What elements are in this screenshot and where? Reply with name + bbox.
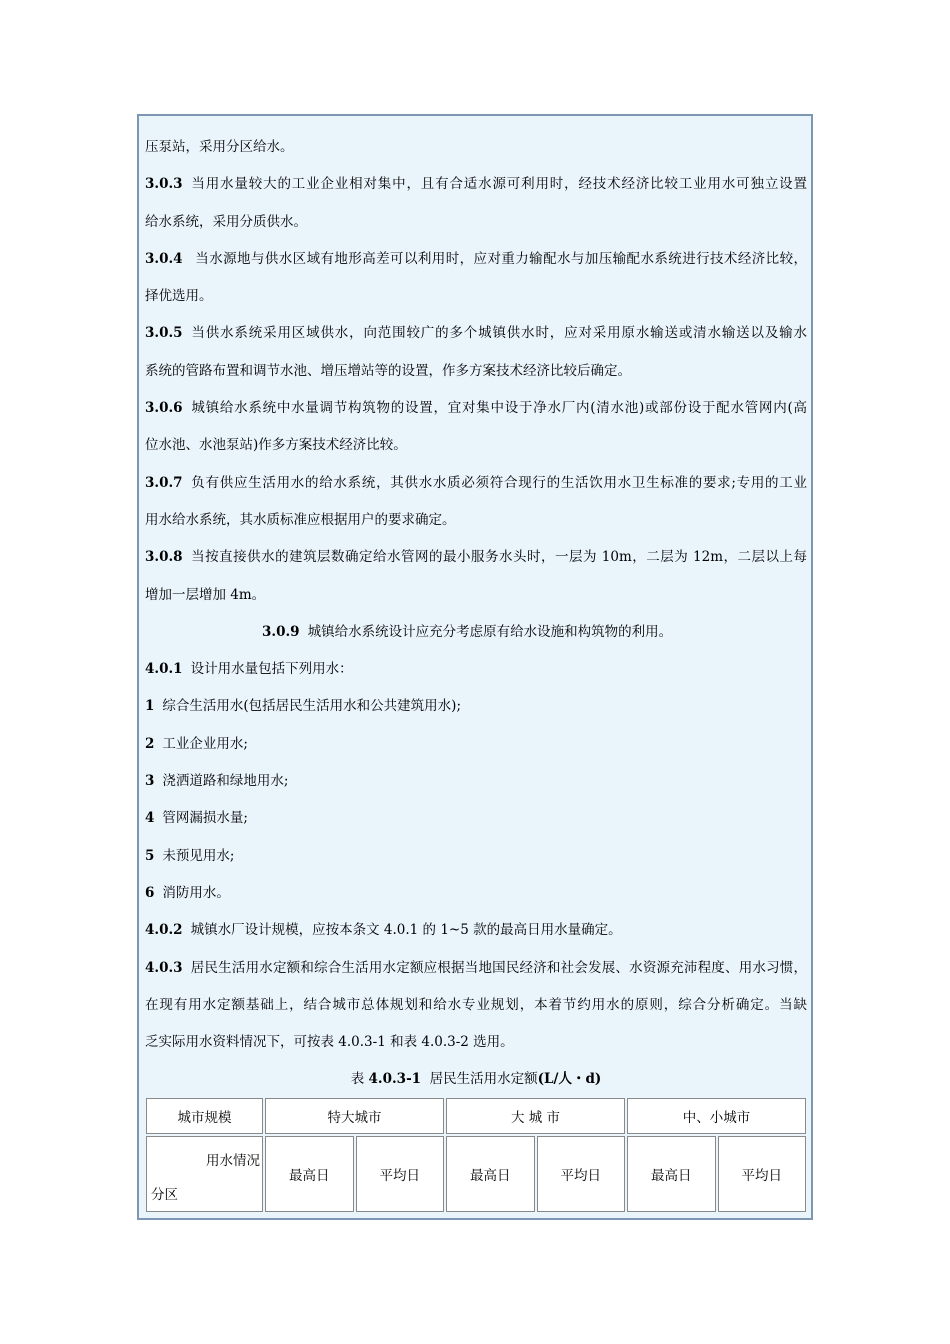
clause-number: 3.0.7 — [145, 474, 183, 491]
clause-text: 未预见用水; — [162, 847, 235, 864]
clause-text: 在现有用水定额基础上，结合城市总体规划和给水专业规划，本着节约用水的原则，综合分析确定。当缺 — [145, 996, 807, 1013]
paragraph-line — [145, 539, 807, 576]
paragraph-line — [145, 166, 807, 203]
group-header: 特大城市 — [265, 1098, 444, 1134]
clause-text: 给水系统，采用分质供水。 — [145, 213, 307, 230]
caption-unit: (L/人・d) — [537, 1071, 602, 1088]
clause-text: 居民生活用水定额和综合生活用水定额应根据当地国民经济和社会发展、水资源充沛程度、用水习惯， — [190, 959, 807, 976]
paragraph-line — [145, 688, 807, 725]
clause-text: 城镇给水系统设计应充分考虑原有给水设施和构筑物的利用。 — [307, 623, 673, 640]
clause-number: 4 — [145, 810, 155, 827]
paragraph-line — [145, 315, 807, 352]
diagonal-header-cell — [146, 1136, 263, 1212]
paragraph-line — [145, 241, 807, 278]
clause-text: 综合生活用水(包括居民生活用水和公共建筑用水); — [162, 698, 461, 715]
subheader-cell: 平均日 — [718, 1136, 807, 1212]
clause-text: 工业企业用水; — [162, 735, 248, 752]
caption-prefix: 表 — [350, 1071, 365, 1088]
group-header: 大 城 市 — [446, 1098, 625, 1134]
clause-number: 3 — [145, 773, 155, 790]
clause-text: 增加一层增加 4m。 — [145, 586, 266, 603]
diag-bottom-label: 分区 — [151, 1187, 178, 1203]
caption-code: 4.0.3-1 — [368, 1071, 422, 1088]
clause-text: 系统的管路布置和调节水池、增压增站等的设置，作多方案技术经济比较后确定。 — [145, 362, 631, 379]
clause-number: 3.0.8 — [145, 549, 183, 566]
diag-top-label: 用水情况 — [206, 1153, 260, 1169]
subheader-cell: 最高日 — [446, 1136, 535, 1212]
clause-text: 乏实际用水资料情况下，可按表 4.0.3-1 和表 4.0.3-2 选用。 — [145, 1034, 514, 1051]
table-subheader-row — [146, 1136, 806, 1212]
paragraph-line — [145, 1024, 807, 1061]
paragraph-line — [145, 614, 807, 651]
subheader-cell: 最高日 — [265, 1136, 354, 1212]
city-scale-header: 城市规模 — [146, 1098, 263, 1134]
paragraph-line — [145, 950, 807, 987]
paragraph-line — [145, 129, 807, 166]
table-header-row — [146, 1098, 806, 1134]
clause-text: 城镇水厂设计规模，应按本条文 4.0.1 的 1~5 款的最高日用水量确定。 — [190, 922, 622, 939]
caption-title: 居民生活用水定额 — [429, 1071, 538, 1088]
clause-number: 4.0.1 — [145, 661, 183, 678]
clause-number: 3.0.3 — [145, 176, 183, 193]
paragraph-line — [145, 278, 807, 315]
paragraph-line — [145, 912, 807, 949]
clause-number: 1 — [145, 698, 155, 715]
clause-number: 3.0.9 — [262, 623, 300, 640]
subheader-cell: 平均日 — [356, 1136, 445, 1212]
clause-text: 消防用水。 — [162, 884, 230, 901]
water-quota-table — [144, 1096, 808, 1214]
clause-number: 6 — [145, 884, 155, 901]
clause-number: 3.0.5 — [145, 325, 183, 342]
paragraph-line — [145, 800, 807, 837]
clause-text: 浇洒道路和绿地用水; — [162, 773, 289, 790]
clause-text: 当水源地与供水区域有地形高差可以利用时，应对重力输配水与加压输配水系统进行技术经济比较， — [190, 250, 807, 267]
paragraph-line — [145, 465, 807, 502]
clause-number: 4.0.3 — [145, 959, 183, 976]
clause-text: 压泵站，采用分区给水。 — [145, 139, 294, 155]
clause-text: 城镇给水系统中水量调节构筑物的设置，宜对集中设于净水厂内(清水池)或部份设于配水管网内(高 — [190, 400, 807, 417]
clause-text: 负有供应生活用水的给水系统，其供水水质必须符合现行的生活饮用水卫生标准的要求;专用的工业 — [190, 474, 807, 491]
paragraph-line — [145, 987, 807, 1024]
clause-number: 2 — [145, 735, 155, 752]
subheader-cell: 平均日 — [537, 1136, 626, 1212]
clause-text: 当供水系统采用区域供水，向范围较广的多个城镇供水时，应对采用原水输送或清水输送以及输水 — [190, 325, 807, 342]
paragraph-line — [145, 875, 807, 912]
clause-text: 择优选用。 — [145, 288, 213, 305]
paragraph-line — [145, 763, 807, 800]
clause-number: 5 — [145, 847, 155, 864]
clause-text: 当按直接供水的建筑层数确定给水管网的最小服务水头时，一层为 10m，二层为 12m，二层以上每 — [190, 549, 807, 566]
subheader-cell: 最高日 — [627, 1136, 716, 1212]
paragraph-line — [145, 204, 807, 241]
paragraph-line — [145, 726, 807, 763]
group-header: 中、小城市 — [627, 1098, 806, 1134]
paragraph-line — [145, 353, 807, 390]
table-caption — [145, 1061, 807, 1098]
clause-number: 3.0.4 — [145, 250, 183, 267]
paragraph-line — [145, 502, 807, 539]
paragraph-line — [145, 390, 807, 427]
document-frame — [137, 114, 813, 1220]
clause-number: 3.0.6 — [145, 400, 183, 417]
paragraph-line — [145, 427, 807, 464]
clause-number: 4.0.2 — [145, 922, 183, 939]
clause-text: 管网漏损水量; — [162, 810, 248, 827]
paragraph-line — [145, 651, 807, 688]
clause-text: 设计用水量包括下列用水： — [190, 661, 353, 678]
paragraph-line — [145, 838, 807, 875]
clause-text: 用水给水系统，其水质标准应根据用户的要求确定。 — [145, 511, 456, 528]
clause-text: 当用水量较大的工业企业相对集中，且有合适水源可利用时，经技术经济比较工业用水可独立设置 — [190, 176, 807, 193]
clause-text: 位水池、水池泵站)作多方案技术经济比较。 — [145, 437, 407, 454]
paragraph-line — [145, 577, 807, 614]
document-body — [145, 129, 807, 1098]
